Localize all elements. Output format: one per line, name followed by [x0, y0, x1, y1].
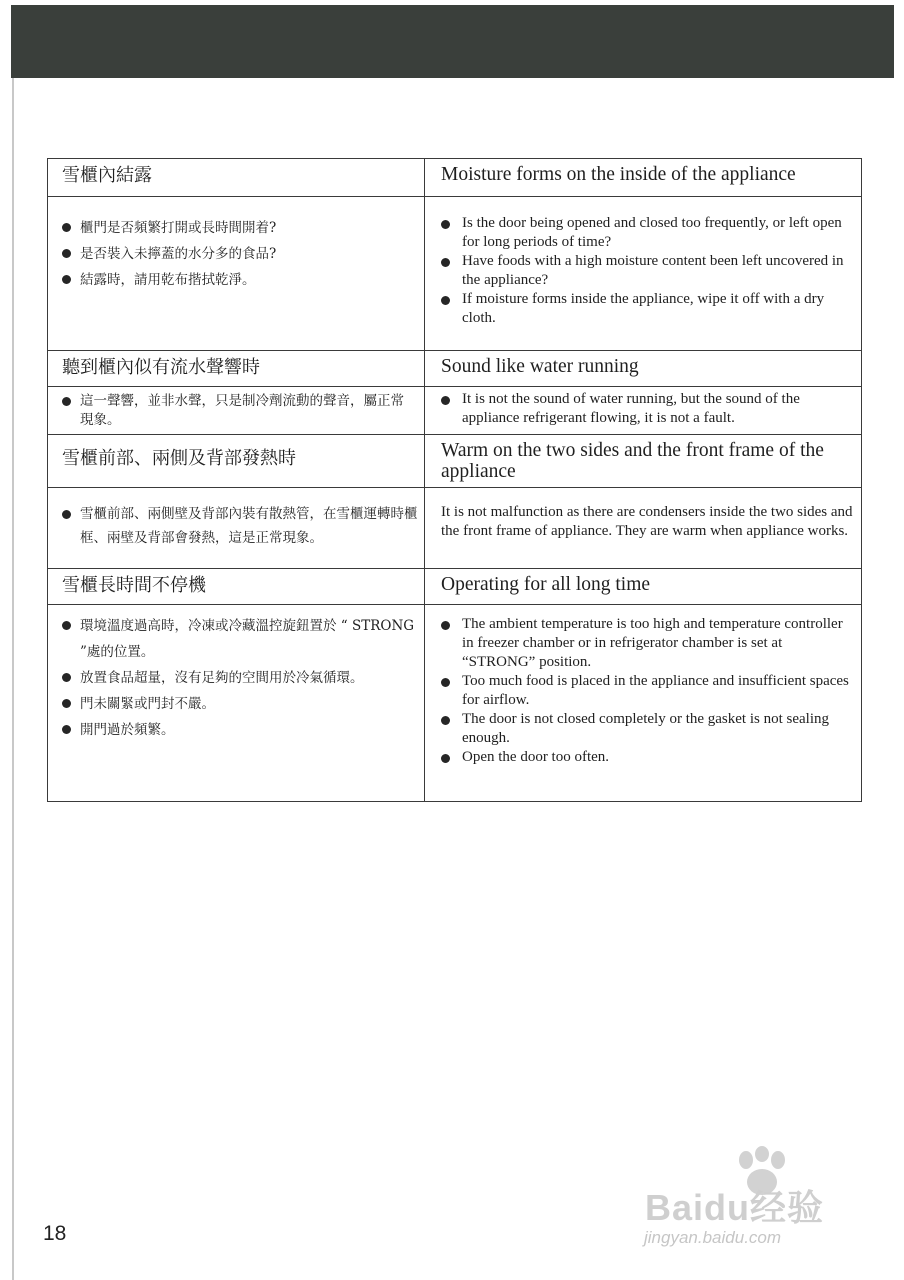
en-title: Warm on the two sides and the front frame of the appliance [441, 440, 824, 482]
section-body-row [48, 605, 862, 802]
section-body-row [48, 488, 862, 569]
bullet-icon [62, 397, 71, 406]
bullet-icon [441, 220, 450, 229]
bullet-icon [62, 275, 71, 284]
bullet-icon [62, 673, 71, 682]
watermark-url: jingyan.baidu.com [644, 1228, 782, 1247]
en-paragraph: It is not malfunction as there are condensers inside the two sides and the front frame of appliance. They are warm when appliance works. [441, 504, 853, 539]
zh-list [48, 387, 424, 430]
watermark [640, 1140, 860, 1250]
troubleshooting-table [47, 158, 862, 802]
list-item: 開門過於頻繁。 [62, 717, 416, 743]
list-item: It is not the sound of water running, but the sound of the appliance refrigerant flowing, it is not a fault. [441, 390, 853, 428]
zh-title: 聽到櫃內似有流水聲響時 [62, 357, 260, 378]
list-item: 門未關緊或門封不嚴。 [62, 691, 416, 717]
en-list [425, 605, 861, 767]
en-title: Moisture forms on the inside of the appliance [441, 164, 796, 185]
section-header-row [48, 351, 862, 387]
bullet-icon [441, 296, 450, 305]
header-band [11, 5, 894, 78]
bullet-icon [62, 699, 71, 708]
list-item: 是否裝入未擰蓋的水分多的食品? [62, 241, 416, 267]
section-body-row [48, 387, 862, 435]
section-body-row [48, 197, 862, 351]
zh-title: 雪櫃長時間不停機 [62, 575, 206, 596]
section-header-row [48, 159, 862, 197]
zh-title: 雪櫃內結露 [62, 165, 152, 186]
watermark-brand: Baidu经验 [645, 1187, 825, 1228]
bullet-icon [441, 621, 450, 630]
bullet-icon [441, 716, 450, 725]
list-item: If moisture forms inside the appliance, wipe it off with a dry cloth. [441, 290, 853, 328]
bullet-icon [441, 396, 450, 405]
bullet-icon [441, 258, 450, 267]
list-item: Open the door too often. [441, 748, 853, 767]
zh-list [48, 605, 424, 743]
bullet-icon [62, 510, 71, 519]
en-list [425, 387, 861, 428]
list-item: The ambient temperature is too high and temperature controller in freezer chamber or in refrigerator chamber is set at “STRONG” position. [441, 615, 853, 672]
bullet-icon [441, 754, 450, 763]
section-header-row [48, 569, 862, 605]
en-title: Sound like water running [441, 356, 639, 377]
list-item: The door is not closed completely or the gasket is not sealing enough. [441, 710, 853, 748]
bullet-icon [441, 678, 450, 687]
left-margin-rule [12, 78, 14, 1280]
list-item: 放置食品超量，沒有足夠的空間用於冷氣循環。 [62, 665, 416, 691]
list-item: 結露時，請用乾布揩拭乾淨。 [62, 267, 416, 293]
section-header-row [48, 435, 862, 488]
zh-title: 雪櫃前部、兩側及背部發熱時 [62, 448, 296, 469]
list-item: Have foods with a high moisture content been left uncovered in the appliance? [441, 252, 853, 290]
list-item: Too much food is placed in the appliance and insufficient spaces for airflow. [441, 672, 853, 710]
bullet-icon [62, 725, 71, 734]
bullet-icon [62, 621, 71, 630]
zh-list [48, 197, 424, 293]
en-title: Operating for all long time [441, 574, 651, 595]
bullet-icon [62, 249, 71, 258]
zh-paragraph: 雪櫃前部、兩側壁及背部內裝有散熱管，在雪櫃運轉時櫃框、兩壁及背部會發熱，這是正常現象。 [48, 488, 424, 550]
page-number: 18 [43, 1222, 67, 1245]
en-list [425, 197, 861, 328]
bullet-icon [62, 223, 71, 232]
list-item: 櫃門是否頻繁打開或長時間開着? [62, 215, 416, 241]
list-item: Is the door being opened and closed too frequently, or left open for long periods of time? [441, 214, 853, 252]
list-item: 環境溫度過高時，冷凍或冷藏溫控旋鈕置於 “ STRONG ”處的位置。 [62, 613, 416, 665]
list-item: 這一聲響，並非水聲，只是制冷劑流動的聲音，屬正常現象。 [62, 392, 416, 430]
